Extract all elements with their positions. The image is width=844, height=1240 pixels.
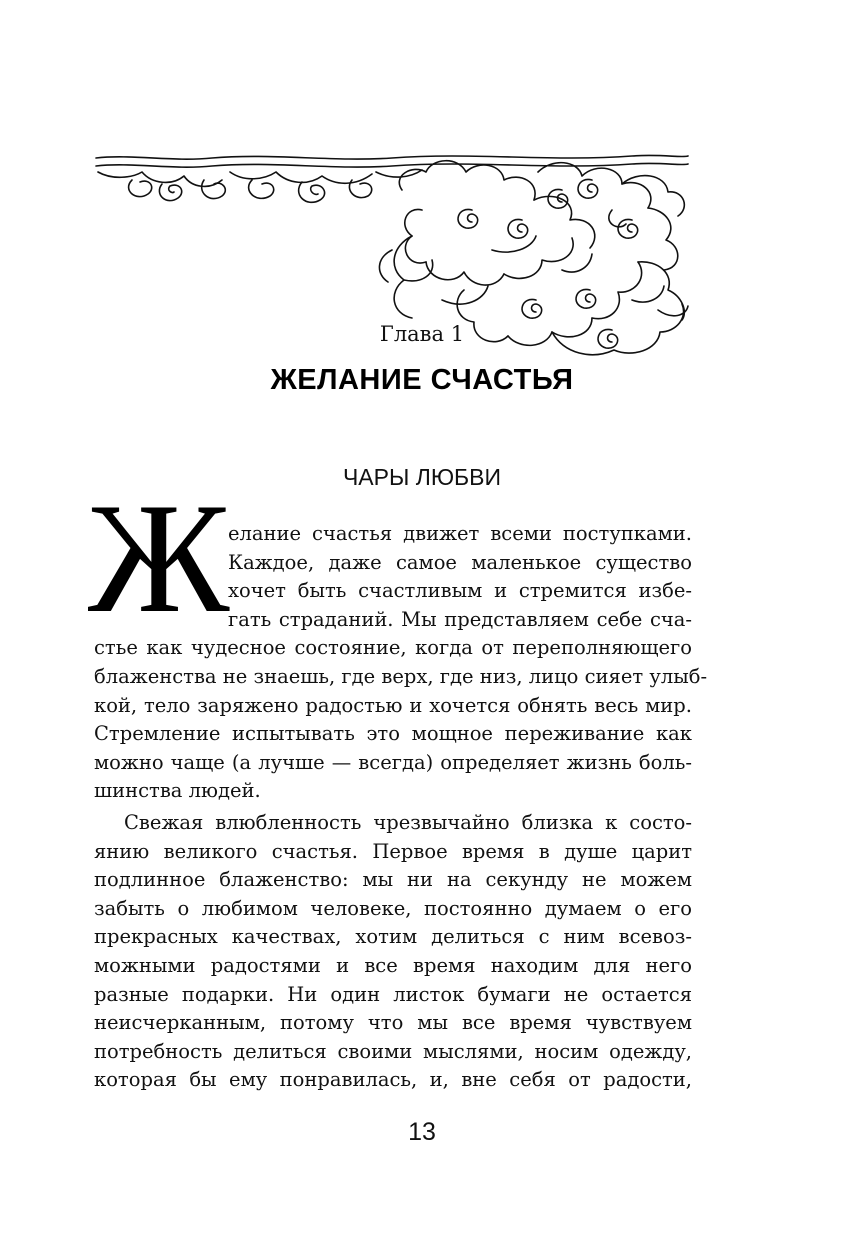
- text-line: можно чаще (а лучше — всегда) определяет жизнь боль-: [94, 750, 692, 774]
- text-line: потребность делиться своими мыслями, носим одежду,: [94, 1039, 692, 1063]
- text-line: разные подарки. Ни один листок бумаги не остается: [94, 982, 692, 1006]
- text-line: блаженства не знаешь, где верх, где низ, лицо сияет улыб-: [94, 665, 708, 688]
- text-line: кой, тело заряжено радостью и хочется обнять весь мир.: [94, 693, 692, 717]
- text-line: неисчерканным, потому что мы все время чувствуем: [94, 1011, 692, 1035]
- drop-cap: Ж: [88, 471, 230, 646]
- text-line: шинства людей.: [94, 779, 261, 803]
- text-line: гать страданий. Мы представляем себе сча-: [228, 607, 692, 631]
- text-line: которая бы ему понравилась, и, вне себя от радости,: [94, 1068, 692, 1092]
- text-line: хочет быть счастливым и стремится избе-: [228, 579, 692, 603]
- chapter-title: ЖЕЛАНИЕ СЧАСТЬЯ: [270, 364, 574, 396]
- text-line: забыть о любимом человеке, постоянно думаем о его: [94, 896, 692, 920]
- section-title: ЧАРЫ ЛЮБВИ: [342, 464, 502, 490]
- text-line: подлинное блаженство: мы ни на секунду не можем: [94, 868, 692, 892]
- page-number: 13: [408, 1118, 436, 1146]
- text-line: прекрасных качествах, хотим делиться с ним всевоз-: [94, 925, 692, 949]
- text-line: елание счастья движет всеми поступками.: [228, 522, 692, 545]
- text-line: Стремление испытывать это мощное переживание как: [94, 722, 692, 746]
- text-line: можными радостями и все время находим для него: [94, 954, 692, 977]
- text-line: янию великого счастья. Первое время в душе царит: [94, 839, 692, 863]
- text-line: Каждое, даже самое маленькое существо: [228, 550, 692, 574]
- text-line: Свежая влюбленность чрезвычайно близка к состо-: [124, 811, 692, 834]
- chapter-label: Глава 1: [379, 322, 465, 346]
- text-line: стье как чудесное состояние, когда от переполняющего: [94, 636, 692, 660]
